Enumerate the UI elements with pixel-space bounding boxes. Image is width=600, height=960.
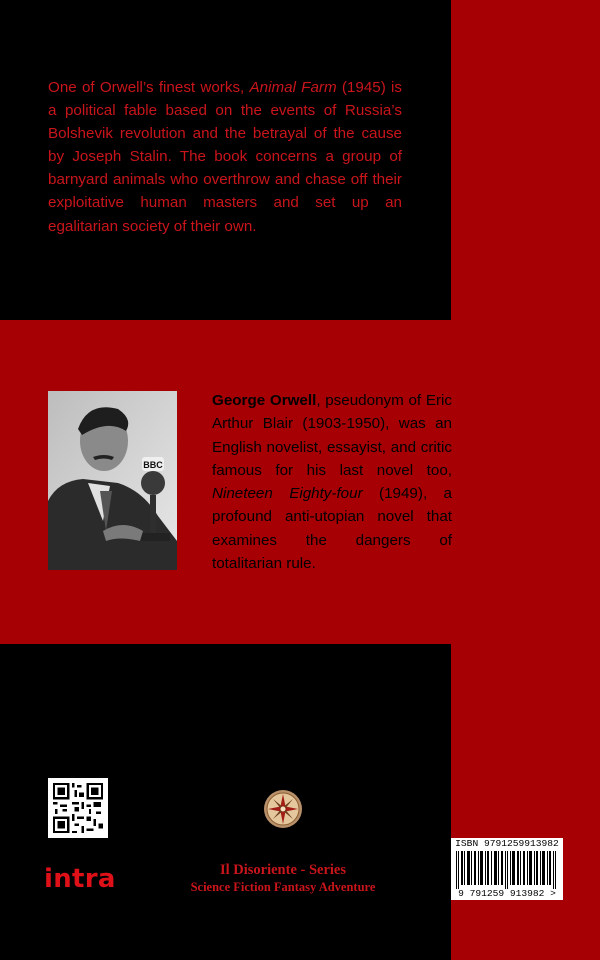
series-name: Il Disoriente - Series xyxy=(219,862,347,878)
right-red-strip xyxy=(451,0,600,960)
bbc-mic-label: BBC xyxy=(143,460,163,470)
isbn-label: ISBN 9791259913982 xyxy=(455,838,559,849)
barcode-digits: 9 791259 913982 > xyxy=(458,888,556,899)
author-photo xyxy=(48,391,177,570)
author-bio: George Orwell, pseudonym of Eric Arthur Blair (1903-1950), was an English novelist, essayist, and critic famous for his last novel too, Nineteen Eighty-four (1949), a profound anti-utopian novel that examines the dangers of totalitarian rule. xyxy=(212,392,453,573)
isbn-barcode xyxy=(451,838,563,900)
compass-rose-icon xyxy=(263,789,303,829)
publisher-logo: intra xyxy=(44,864,116,894)
series-genres: Science Fiction Fantasy Adventure xyxy=(190,880,376,894)
bio-title-italic: Nineteen Eighty-four xyxy=(212,485,363,503)
book-blurb: One of Orwell’s finest works, Animal Farm (1945) is a political fable based on the events of Russia’s Bolshevik revolution and the betrayal of the cause by Joseph Stalin. The book concerns a group of barnyard animals who overthrow and chase off their exploitative human masters and set up an egalitarian society of their own. xyxy=(48,79,402,235)
author-name: George Orwell xyxy=(212,392,317,409)
qr-code xyxy=(48,778,108,838)
blurb-title-italic: Animal Farm xyxy=(249,79,337,96)
